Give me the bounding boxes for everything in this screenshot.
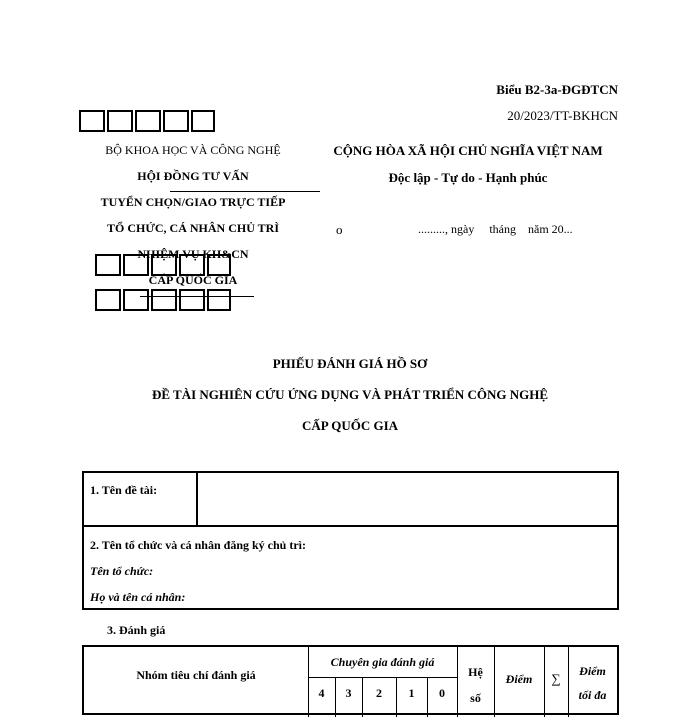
right-header [322, 137, 614, 191]
project-name-label: 1. Tên đề tài: [90, 483, 158, 497]
ministry-name: BỘ KHOA HỌC VÀ CÔNG NGHỆ [105, 143, 281, 157]
code-box [123, 254, 149, 276]
code-box [151, 254, 177, 276]
criteria-group-header: Nhóm tiêu chí đánh giá [136, 668, 256, 682]
expert-header: Chuyên gia đánh giá [330, 655, 435, 669]
sum-header: ∑ [551, 671, 561, 686]
score-2: 2 [376, 686, 382, 700]
code-box [151, 289, 177, 311]
council-line-2: TUYỂN CHỌN/GIAO TRỰC TIẾP [100, 195, 286, 209]
council-line-4: NHIỆM VỤ KH&CN [137, 247, 249, 261]
coefficient-header-line-1: Hệ [468, 665, 483, 679]
coefficient-header-line-2: số [470, 691, 481, 705]
score-1: 1 [408, 686, 415, 700]
project-name-field[interactable] [198, 473, 617, 525]
max-points-line-1: Điểm [579, 664, 606, 678]
code-box [123, 289, 149, 311]
registrant-label: 2. Tên tổ chức và cá nhân đăng ký chủ trì: [90, 538, 307, 552]
section-2-box [82, 525, 619, 610]
code-box [107, 110, 133, 132]
place-marker: o [336, 222, 343, 237]
code-box [207, 254, 231, 276]
circular-number: 20/2023/TT-BKHCN [507, 108, 618, 123]
country-name: CỘNG HÒA XÃ HỘI CHỦ NGHĨA VIỆT NAM [333, 143, 603, 158]
person-name-label: Họ và tên cá nhân: [90, 590, 186, 604]
code-box [135, 110, 161, 132]
code-box [95, 254, 121, 276]
score-0: 0 [439, 686, 445, 700]
code-box-line [140, 296, 254, 297]
code-box [207, 289, 231, 311]
title-line-2: ĐỀ TÀI NGHIÊN CỨU ỨNG DỤNG VÀ PHÁT TRIỂN CÔNG NGHỆ [151, 387, 549, 402]
document-title [0, 348, 700, 441]
row-divider [308, 677, 457, 678]
motto: Độc lập - Tự do - Hạnh phúc [388, 170, 548, 185]
evaluation-table [82, 645, 619, 715]
code-box [95, 289, 121, 311]
left-header-underline [170, 191, 320, 192]
council-line-3: TỔ CHỨC, CÁ NHÂN CHỦ TRÌ [106, 221, 279, 235]
code-box [179, 254, 205, 276]
score-4: 4 [318, 686, 325, 700]
code-box [191, 110, 215, 132]
evaluation-label: 3. Đánh giá [107, 623, 166, 637]
form-code: Biểu B2-3a-ĐGĐTCN [496, 82, 618, 97]
council-line-1: HỘI ĐỒNG TƯ VẤN [137, 169, 249, 183]
code-box [163, 110, 189, 132]
organization-label: Tên tổ chức: [90, 564, 154, 578]
max-points-line-2: tối đa [578, 688, 607, 702]
title-line-1: PHIẾU ĐÁNH GIÁ HỒ SƠ [272, 356, 428, 371]
council-line-5: CẤP QUỐC GIA [148, 273, 238, 287]
code-box [179, 289, 205, 311]
score-3: 3 [345, 686, 352, 700]
section-1-box [82, 471, 619, 527]
code-box [79, 110, 105, 132]
points-header: Điểm [505, 672, 533, 686]
coefficient-header [457, 659, 494, 711]
date-line: ........., ngày tháng năm 20... [418, 222, 573, 236]
title-line-3: CẤP QUỐC GIA [301, 418, 399, 433]
